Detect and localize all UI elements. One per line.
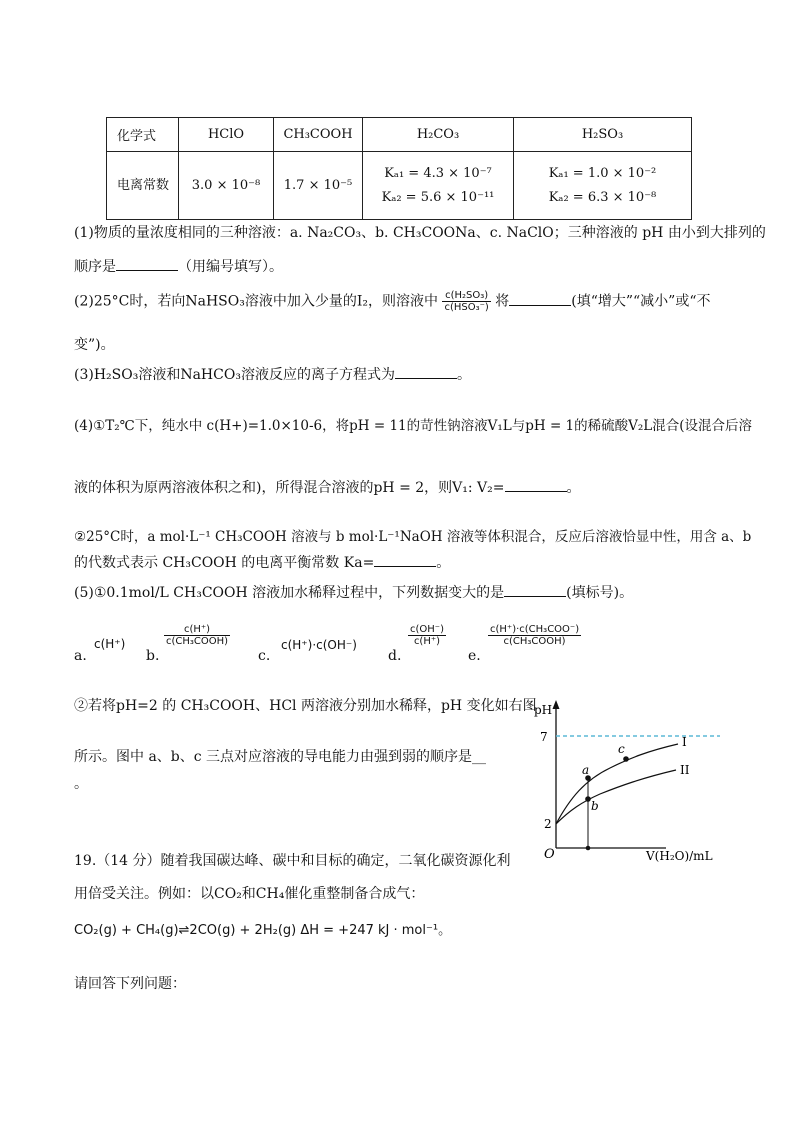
q4-1-text-pre: 液的体积为原两溶液体积之和)，所得混合溶液的pH = 2，则V₁: V₂= (74, 480, 505, 496)
q3-line (74, 364, 471, 384)
q3-answer-blank[interactable] (395, 366, 457, 379)
tick-2-label: 2 (544, 817, 552, 831)
q2-text-pre: (2)25°C时，若向NaHSO₃溶液中加入少量的I₂，则溶液中 (74, 293, 438, 310)
option-b-numerator: c(H⁺) (164, 624, 230, 636)
option-e-label: e. (468, 648, 481, 664)
option-e-numerator: c(H⁺)·c(CH₃COO⁻) (490, 624, 580, 635)
option-b-denominator: c(CH₃COOH) (166, 636, 229, 647)
option-a-expr: c(H⁺) (94, 637, 126, 651)
x-axis-marker-dot (586, 846, 591, 851)
q5-2-line2: 所示。图中 a、b、c 三点对应溶液的导电能力由强到弱的顺序是__ (74, 749, 487, 765)
q5-1-text-post: (填标号)。 (566, 585, 634, 601)
curve-i-label: I (682, 735, 687, 749)
value-hclo: 3.0 × 10⁻⁸ (179, 152, 274, 220)
option-d-label: d. (388, 648, 402, 664)
q2-line1 (74, 290, 710, 313)
q4-2-text-pre: 的代数式表示 CH₃COOH 的电离平衡常数 Ka= (74, 555, 375, 571)
value-ch3cooh: 1.7 × 10⁻⁵ (274, 152, 363, 220)
y-axis-label: pH (534, 703, 553, 717)
header-h2so3: H₂SO₃ (514, 118, 692, 152)
header-hclo: HClO (179, 118, 274, 152)
q5-1-answer-blank[interactable] (504, 584, 566, 597)
q2-text-mid: 将 (495, 293, 510, 310)
q5-1-text-pre: (5)①0.1mol/L CH₃COOH 溶液加水稀释过程中，下列数据变大的是 (74, 585, 505, 601)
h2co3-ka2: Kₐ₂ = 5.6 × 10⁻¹¹ (381, 189, 495, 205)
y-axis-arrow (553, 700, 560, 709)
q2-frac-numerator: c(H₂SO₃) (442, 290, 490, 302)
q19-line2: 用倍受关注。例如：以CO₂和CH₄催化重整制备合成气： (74, 886, 425, 902)
q5-1-line (74, 582, 633, 602)
q3-text-post: 。 (456, 367, 471, 383)
option-c-expr: c(H⁺)·c(OH⁻) (281, 638, 357, 652)
option-e-fraction (488, 624, 581, 647)
value-h2co3 (363, 152, 514, 220)
curve-ii-label: II (680, 763, 690, 777)
h2co3-ka1: Kₐ₁ = 4.3 × 10⁻⁷ (384, 165, 492, 181)
option-c-label: c. (258, 648, 271, 664)
option-d-denominator: c(H⁺) (413, 636, 441, 647)
q5-2-line1: ②若将pH=2 的 CH₃COOH、HCl 两溶液分别加水稀释，pH 变化如右图 (74, 698, 537, 714)
q4-2-answer-blank[interactable] (374, 554, 436, 567)
q19-prompt: 请回答下列问题： (74, 976, 186, 992)
q3-text-pre: (3)H₂SO₃溶液和NaHCO₃溶液反应的离子方程式为 (74, 367, 395, 383)
point-b-dot (585, 796, 591, 802)
q4-1-line1: (4)①T₂℃下，纯水中 c(H+)=1.0×10-6，将pH = 11的苛性钠溶液V₁L与pH = 1的稀硫酸V₂L混合(设混合后溶 (74, 418, 753, 434)
origin-label: O (544, 847, 555, 862)
q2-line2: 变”)。 (74, 337, 115, 353)
option-e-denominator: c(CH₃COOH) (503, 636, 566, 647)
ionization-constants-table (106, 117, 692, 220)
option-a-label: a. (74, 648, 87, 664)
q4-2-line1: ②25°C时，a mol·L⁻¹ CH₃COOH 溶液与 b mol·L⁻¹NaOH 溶液等体积混合，反应后溶液恰显中性，用含 a、b (74, 529, 752, 545)
header-formula: 化学式 (107, 118, 179, 152)
h2so3-ka1: Kₐ₁ = 1.0 × 10⁻² (548, 165, 657, 181)
q4-2-text-post: 。 (436, 555, 451, 571)
q5-2-line3: 。 (74, 776, 88, 792)
tick-7-label: 7 (540, 730, 548, 744)
option-b-fraction (164, 624, 230, 647)
q4-2-line2 (74, 552, 450, 572)
option-d-fraction (408, 624, 446, 647)
x-axis-label: V(H₂O)/mL (646, 849, 713, 863)
ph-dilution-graph (530, 698, 730, 868)
q1-line1: (1)物质的量浓度相同的三种溶液：a. Na₂CO₃、b. CH₃COONa、c. NaClO；三种溶液的 pH 由小到大排列的 (74, 225, 766, 241)
q2-fraction (442, 290, 490, 313)
header-h2co3: H₂CO₃ (363, 118, 514, 152)
point-b-label: b (591, 799, 599, 813)
option-d-numerator: c(OH⁻) (410, 624, 444, 635)
q4-1-text-post: 。 (566, 480, 581, 496)
curve-i (556, 744, 678, 824)
q1-text-pre: 顺序是 (74, 259, 116, 275)
point-c-dot (623, 756, 629, 762)
q1-line2 (74, 256, 283, 276)
row-label-constant: 电离常数 (107, 152, 179, 220)
header-ch3cooh: CH₃COOH (274, 118, 363, 152)
q2-text-post: (填“增大”“减小”或“不 (571, 293, 711, 310)
q19-line1: 19.（14 分）随着我国碳达峰、碳中和目标的确定，二氧化碳资源化利 (74, 853, 511, 869)
q1-answer-blank[interactable] (116, 258, 178, 271)
q1-text-post: （用编号填写）。 (178, 259, 283, 275)
point-c-label: c (618, 742, 625, 756)
q2-frac-denominator: c(HSO₃⁻) (444, 302, 489, 313)
value-h2so3 (514, 152, 692, 220)
q19-equation: CO₂(g) + CH₄(g)⇌2CO(g) + 2H₂(g) ΔH = +247 kJ · mol⁻¹。 (74, 923, 452, 938)
option-b-label: b. (146, 648, 160, 664)
point-a-label: a (582, 763, 590, 777)
q4-1-line2 (74, 477, 581, 497)
q2-answer-blank[interactable] (509, 293, 571, 306)
q4-1-answer-blank[interactable] (505, 479, 567, 492)
h2so3-ka2: Kₐ₂ = 6.3 × 10⁻⁸ (548, 189, 657, 205)
